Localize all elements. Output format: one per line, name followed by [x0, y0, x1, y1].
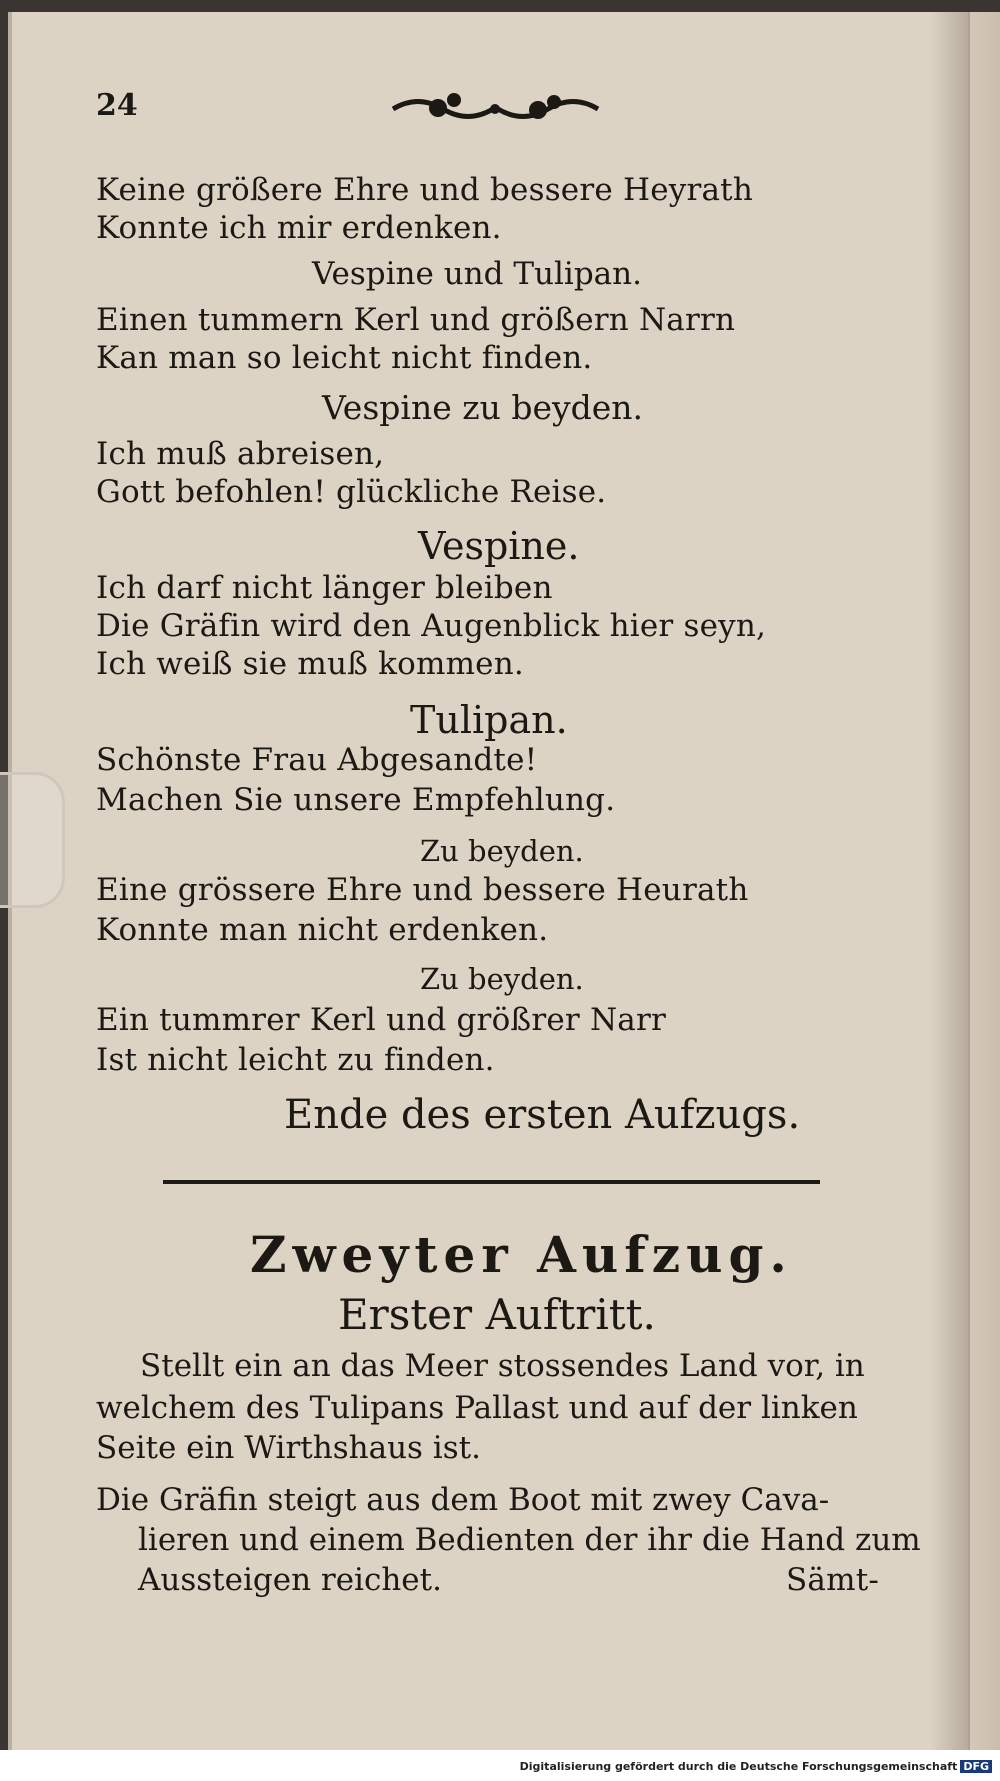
verse-line: Ich weiß sie muß kommen.: [96, 646, 524, 682]
verse-line: Ein tummrer Kerl und größrer Narr: [96, 1002, 667, 1038]
verse-line: Schönste Frau Abgesandte!: [96, 742, 538, 778]
page-clip: [0, 772, 65, 908]
stage-direction-line: welchem des Tulipans Pallast und auf der linken: [96, 1390, 858, 1426]
ornament-icon: [388, 86, 603, 132]
speaker-label: Tulipan.: [410, 698, 568, 742]
verse-line: Konnte ich mir erdenken.: [96, 210, 502, 246]
verse-line: Die Gräfin wird den Augenblick hier seyn,: [96, 608, 767, 644]
stage-direction-line: Seite ein Wirthshaus ist.: [96, 1430, 481, 1466]
catchword: Sämt-: [786, 1562, 880, 1598]
speaker-label: Vespine.: [418, 524, 580, 568]
stage-direction-line: Stellt ein an das Meer stossendes Land vor, in: [140, 1348, 865, 1384]
verse-line: Ich muß abreisen,: [96, 436, 385, 472]
stage-direction-line: Die Gräfin steigt aus dem Boot mit zwey Cava-: [96, 1482, 830, 1518]
speaker-label: Vespine und Tulipan.: [312, 256, 642, 292]
verse-line: Keine größere Ehre und bessere Heyrath: [96, 172, 753, 208]
scene-title: Erster Auftritt.: [338, 1290, 656, 1339]
digitization-credit: [520, 1760, 992, 1773]
page-number: 24: [96, 88, 138, 123]
verse-line: Gott befohlen! glückliche Reise.: [96, 474, 607, 510]
act-title: Zweyter Aufzug.: [250, 1225, 793, 1284]
credit-text: Digitalisierung gefördert durch die Deutsche Forschungsgemeinschaft: [519, 1760, 958, 1773]
verse-line: Ich darf nicht länger bleiben: [96, 570, 553, 606]
verse-line: Eine grössere Ehre und bessere Heurath: [96, 872, 749, 908]
end-of-act: Ende des ersten Aufzugs.: [284, 1092, 801, 1138]
verse-line: Machen Sie unsere Empfehlung.: [96, 782, 616, 818]
verse-line: Kan man so leicht nicht finden.: [96, 340, 593, 376]
divider-rule: [163, 1180, 820, 1184]
stage-direction-line: Aussteigen reichet.: [138, 1562, 442, 1598]
verse-line: Einen tummern Kerl und größern Narrn: [96, 302, 736, 338]
speaker-label: Zu beyden.: [420, 834, 584, 868]
dfg-logo: DFG: [960, 1760, 992, 1773]
verse-line: Konnte man nicht erdenken.: [96, 912, 549, 948]
speaker-label: Zu beyden.: [420, 962, 584, 996]
gutter-shadow: [930, 12, 970, 1757]
speaker-label: Vespine zu beyden.: [322, 388, 644, 427]
verse-line: Ist nicht leicht zu finden.: [96, 1042, 495, 1078]
stage-direction-line: lieren und einem Bedienten der ihr die Hand zum: [138, 1522, 921, 1558]
